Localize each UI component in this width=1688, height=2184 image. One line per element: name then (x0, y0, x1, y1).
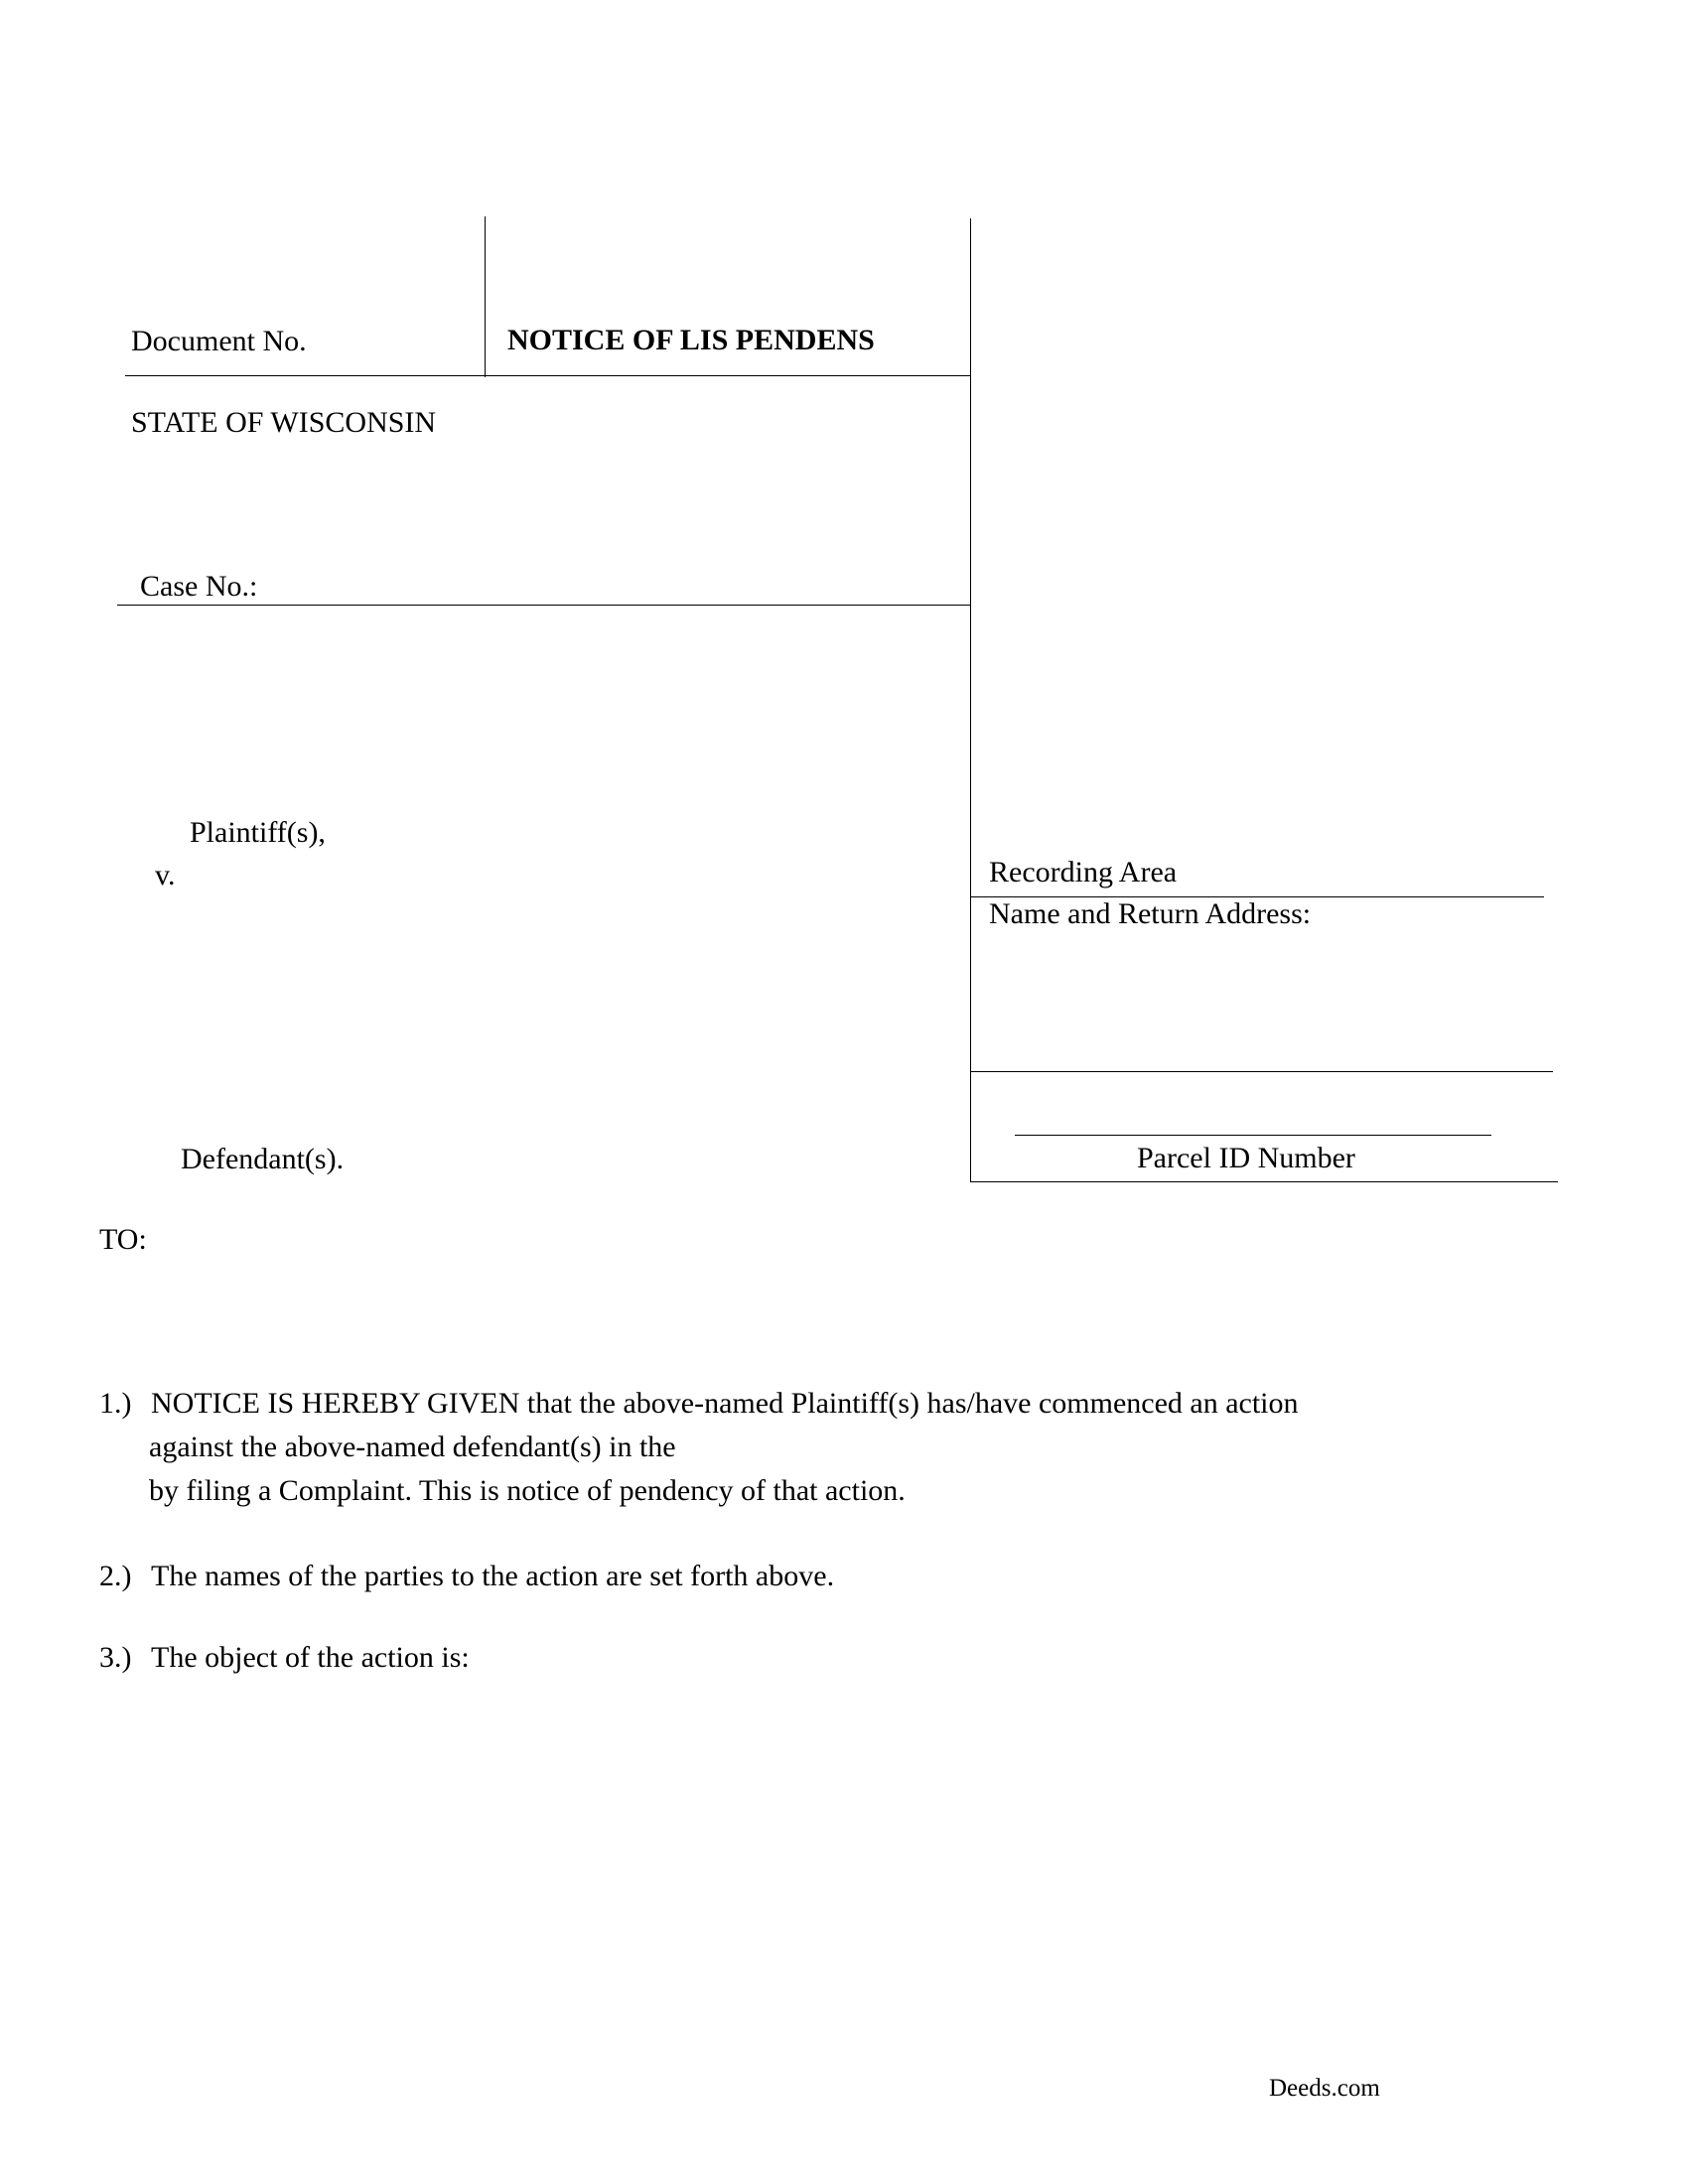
header-bottom-line (125, 375, 971, 376)
state-label: STATE OF WISCONSIN (131, 406, 437, 439)
parcel-id-bottom-line (970, 1181, 1558, 1182)
item-3-text: The object of the action is: (151, 1641, 470, 1674)
parcel-id-label: Parcel ID Number (1137, 1142, 1355, 1174)
item-2-number: 2.) (99, 1560, 132, 1592)
return-address-bottom-line (970, 1071, 1553, 1072)
case-no-line (117, 605, 971, 606)
footer-brand: Deeds.com (1269, 2075, 1380, 2102)
item-1-line-1: NOTICE IS HEREBY GIVEN that the above-named Plaintiff(s) has/have commenced an action (151, 1387, 1299, 1420)
recording-area-left-border (970, 218, 971, 1181)
versus-label: v. (155, 859, 176, 891)
item-1-line-3: by filing a Complaint. This is notice of pendency of that action. (149, 1474, 906, 1507)
case-no-label: Case No.: (140, 570, 258, 603)
item-1-line-2: against the above-named defendant(s) in the (149, 1431, 676, 1463)
recording-area-label: Recording Area (989, 856, 1178, 888)
parcel-id-signature-line (1015, 1135, 1491, 1136)
item-3-number: 3.) (99, 1641, 132, 1674)
item-1-number: 1.) (99, 1387, 132, 1420)
defendant-label: Defendant(s). (181, 1143, 345, 1175)
document-no-label: Document No. (131, 325, 307, 357)
plaintiff-label: Plaintiff(s), (190, 816, 326, 849)
return-address-label: Name and Return Address: (989, 897, 1312, 930)
header-divider-line (485, 216, 486, 377)
item-2-text: The names of the parties to the action are set forth above. (151, 1560, 835, 1592)
document-title: NOTICE OF LIS PENDENS (507, 324, 875, 356)
to-label: TO: (99, 1223, 147, 1256)
